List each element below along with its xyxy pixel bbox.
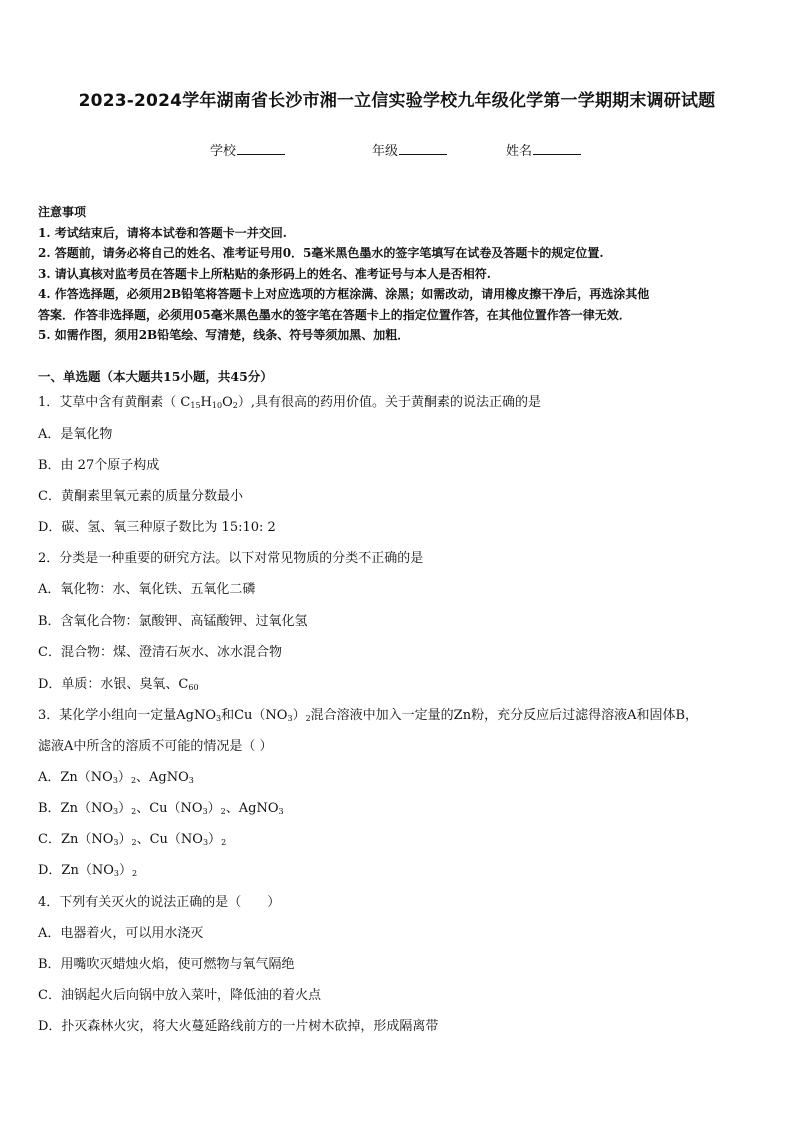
option-text: ） <box>207 801 221 816</box>
school-label: 学校 <box>210 144 237 159</box>
option-text: 、AgNO <box>225 801 279 816</box>
q4-option-a: A．电器着火，可以用水浇灭 <box>38 926 204 941</box>
subscript: 3 <box>188 776 194 785</box>
grade-field <box>372 140 447 159</box>
question-3-stem <box>38 706 698 726</box>
q4-option-c: C．油锅起火后向锅中放入菜叶，降低油的着火点 <box>38 988 321 1003</box>
note-line: 4. 作答选择题，必须用2B铅笔将答题卡上对应选项的方框涂满、涂黑；如需改动，请用橡皮擦干净后，再选涂其他 <box>38 287 650 301</box>
name-label: 姓名 <box>506 144 533 159</box>
q4-option-b: B．用嘴吹灭蜡烛火焰，使可燃物与氧气隔绝 <box>38 957 295 972</box>
option-text: D．单质：水银、臭氧、C <box>38 677 189 692</box>
subscript: 2 <box>131 807 137 816</box>
q3-option-d <box>38 861 137 881</box>
question-2-stem: 2．分类是一种重要的研究方法。以下对常见物质的分类不正确的是 <box>38 551 424 566</box>
question-1-stem <box>38 393 541 413</box>
note-line: 5. 如需作图，须用2B铅笔绘、写清楚，线条、符号等须加黑、加粗． <box>38 328 410 342</box>
q2-option-c: C．混合物：煤、澄清石灰水、冰水混合物 <box>38 645 282 660</box>
option-text: ） <box>117 770 131 785</box>
student-info-fields <box>0 140 794 160</box>
subscript: 3 <box>112 776 118 785</box>
subscript: 2 <box>131 869 138 878</box>
section-heading: 一、单选题（本大题共15小题，共45分） <box>38 369 273 384</box>
option-text: A．Zn（NO <box>38 770 113 785</box>
note-line: 1. 考试结束后，请将本试卷和答题卡一并交回. <box>38 225 287 240</box>
option-text: 、Cu（NO <box>136 832 203 847</box>
option-text: D．Zn（NO <box>38 863 114 878</box>
subscript: 3 <box>113 869 119 878</box>
name-blank <box>533 141 581 155</box>
option-text: 、AgNO <box>136 770 189 785</box>
subscript: 10 <box>211 401 223 410</box>
school-blank <box>237 141 285 155</box>
subscript: 3 <box>202 838 209 847</box>
option-text: ） <box>118 801 132 816</box>
subscript: 2 <box>232 401 238 410</box>
question-3-stem-line2: 滤液A中所含的溶质不可能的情况是（ ） <box>38 739 273 754</box>
subscript: 2 <box>305 714 311 723</box>
q1-option-b: B．由 27个原子构成 <box>38 458 160 473</box>
q3-option-b <box>38 799 284 819</box>
subscript: 2 <box>130 776 137 785</box>
q2-option-d <box>38 675 199 695</box>
stem-text: 混合溶液中加入一定量的Zn粉，充分反应后过滤得溶液A和固体B， <box>310 708 699 723</box>
stem-text: 1．艾草中含有黄酮素（ C <box>38 395 191 410</box>
stem-text: O <box>222 395 233 410</box>
subscript: 3 <box>216 714 222 723</box>
grade-blank <box>399 141 447 155</box>
notes-heading: 注意事项 <box>38 205 87 219</box>
q3-option-c <box>38 830 226 850</box>
option-text: ） <box>118 832 132 847</box>
option-text: B．Zn（NO <box>38 801 113 816</box>
subscript: 3 <box>113 838 119 847</box>
school-field <box>210 140 285 159</box>
stem-text: 和Cu（NO <box>221 708 288 723</box>
stem-text: ） <box>292 708 306 723</box>
note-line: 答案．作答非选择题，必须用05毫米黑色墨水的签字笔在答题卡上的指定位置作答，在其他位置作答一律无效． <box>38 307 631 322</box>
question-4-stem: 4．下列有关灭火的说法正确的是（ ） <box>38 895 281 910</box>
q3-option-a <box>38 768 194 788</box>
subscript: 3 <box>278 807 284 816</box>
exam-title: 2023-2024学年湖南省长沙市湘一立信实验学校九年级化学第一学期期末调研试题 <box>78 91 716 111</box>
q1-option-d: D．碳、氢、氧三种原子数比为 15:10: 2 <box>38 520 276 535</box>
subscript: 3 <box>287 714 293 723</box>
option-text: ） <box>208 832 222 847</box>
stem-text: H <box>200 395 212 410</box>
notes-block <box>38 202 760 346</box>
option-text: 、Cu（NO <box>136 801 203 816</box>
note-line: 3. 请认真核对监考员在答题卡上所粘贴的条形码上的姓名、准考证号与本人是否相符. <box>38 266 491 281</box>
q2-option-b: B．含氧化合物：氯酸钾、高锰酸钾、过氧化氢 <box>38 614 308 629</box>
option-text: C．Zn（NO <box>38 832 114 847</box>
note-line: 2. 答题前，请务必将自己的姓名、准考证号用0．5毫米黑色墨水的签字笔填写在试卷及答题卡的规定位置. <box>38 246 604 260</box>
subscript: 3 <box>202 807 208 816</box>
q1-option-a: A．是氧化物 <box>38 427 113 442</box>
subscript: 2 <box>220 807 226 816</box>
q2-option-a: A．氧化物：水、氧化铁、五氧化二磷 <box>38 582 256 597</box>
subscript: 3 <box>113 807 119 816</box>
option-text: ） <box>118 863 132 878</box>
stem-text: ）,具有很高的药用价值。关于黄酮素的说法正确的是 <box>237 395 541 410</box>
subscript: 60 <box>188 683 199 692</box>
name-field <box>506 140 581 159</box>
subscript: 15 <box>190 401 201 410</box>
subscript: 2 <box>221 838 227 847</box>
grade-label: 年级 <box>372 144 399 159</box>
q4-option-d: D．扑灭森林火灾，将大火蔓延路线前方的一片树木砍掉，形成隔离带 <box>38 1019 439 1034</box>
stem-text: 3．某化学小组向一定量AgNO <box>38 708 217 723</box>
subscript: 2 <box>131 838 137 847</box>
q1-option-c: C．黄酮素里氧元素的质量分数最小 <box>38 489 243 504</box>
